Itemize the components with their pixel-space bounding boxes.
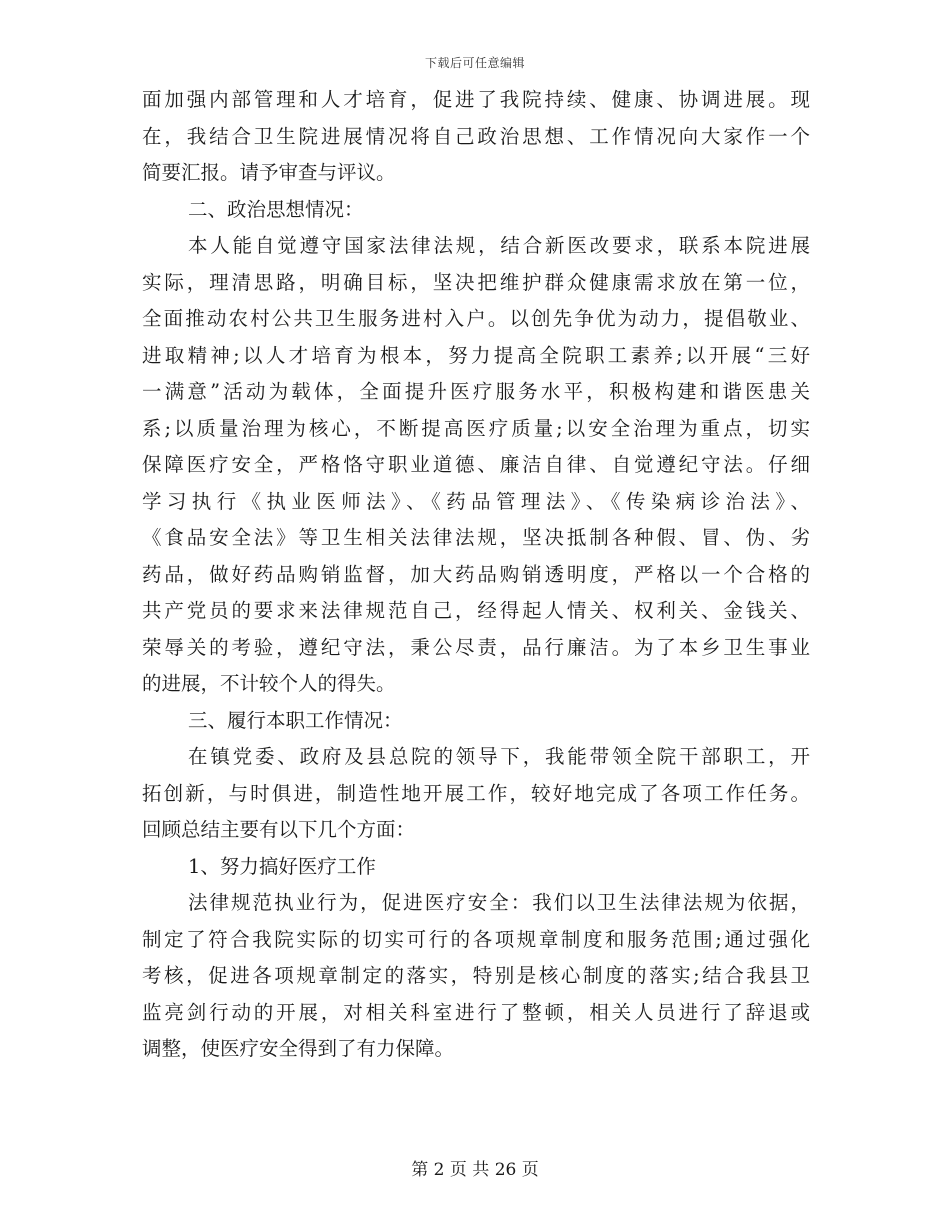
text-line: 保障医疗安全，严格恪守职业道德、廉洁自律、自觉遵纪守法。仔细 <box>142 453 810 476</box>
text-line: 拓创新，与时俱进，制造性地开展工作，较好地完成了各项工作任务。 <box>142 781 810 805</box>
text-line: 面加强内部管理和人才培育，促进了我院持续、健康、协调进展。现 <box>142 88 810 111</box>
text-line: 在，我结合卫生院进展情况将自己政治思想、工作情况向大家作一个 <box>142 124 810 148</box>
text-line: 回顾总结主要有以下几个方面： <box>142 818 416 841</box>
section-heading-political: 二、政治思想情况： <box>188 197 364 221</box>
text-line: 进取精神;以人才培育为根本，努力提高全院职工素养;以开展“三好 <box>142 343 810 367</box>
text-line: 监亮剑行动的开展，对相关科室进行了整顿，相关人员进行了辞退或 <box>142 1000 810 1024</box>
text-line: 荣辱关的考验，遵纪守法，秉公尽责，品行廉洁。为了本乡卫生事业 <box>142 635 810 659</box>
text-line: 考核，促进各项规章制定的落实，特别是核心制度的落实;结合我县卫 <box>142 964 810 987</box>
text-line: 的进展，不计较个人的得失。 <box>142 672 396 695</box>
text-line: 一满意”活动为载体，全面提升医疗服务水平，积极构建和谐医患关 <box>142 380 810 403</box>
text-line: 学习执行《执业医师法》、《药品管理法》、《传染病诊治法》、 <box>142 489 810 513</box>
text-line: 全面推动农村公共卫生服务进村入户。以创先争优为动力，提倡敬业、 <box>142 307 810 330</box>
section-heading-duties: 三、履行本职工作情况： <box>188 708 403 732</box>
page-number: 第 2 页 共 26 页 <box>411 1160 539 1180</box>
text-line: 简要汇报。请予审查与评议。 <box>142 161 396 184</box>
document-body <box>142 82 810 1068</box>
text-line: 本人能自觉遵守国家法律法规，结合新医改要求，联系本院进展 <box>188 234 810 257</box>
page-header: 下载后可任意编辑 <box>424 56 525 70</box>
text-line: 调整，使医疗安全得到了有力保障。 <box>142 1037 455 1060</box>
text-line: 共产党员的要求来法律规范自己，经得起人情关、权利关、金钱关、 <box>142 599 810 622</box>
text-line: 实际，理清思路，明确目标，坚决把维护群众健康需求放在第一位， <box>142 270 810 294</box>
text-line: 在镇党委、政府及县总院的领导下，我能带领全院干部职工，开 <box>188 745 810 768</box>
text-line: 《食品安全法》等卫生相关法律法规，坚决抵制各种假、冒、伪、劣 <box>142 526 810 549</box>
text-line: 系;以质量治理为核心，不断提高医疗质量;以安全治理为重点，切实 <box>142 416 810 440</box>
subsection-heading-medical: 1、努力搞好医疗工作 <box>188 854 376 878</box>
text-line: 药品，做好药品购销监督，加大药品购销透明度，严格以一个合格的 <box>142 562 810 586</box>
text-line: 法律规范执业行为，促进医疗安全：我们以卫生法律法规为依据， <box>188 891 810 914</box>
text-line: 制定了符合我院实际的切实可行的各项规章制度和服务范围;通过强化 <box>142 927 810 951</box>
